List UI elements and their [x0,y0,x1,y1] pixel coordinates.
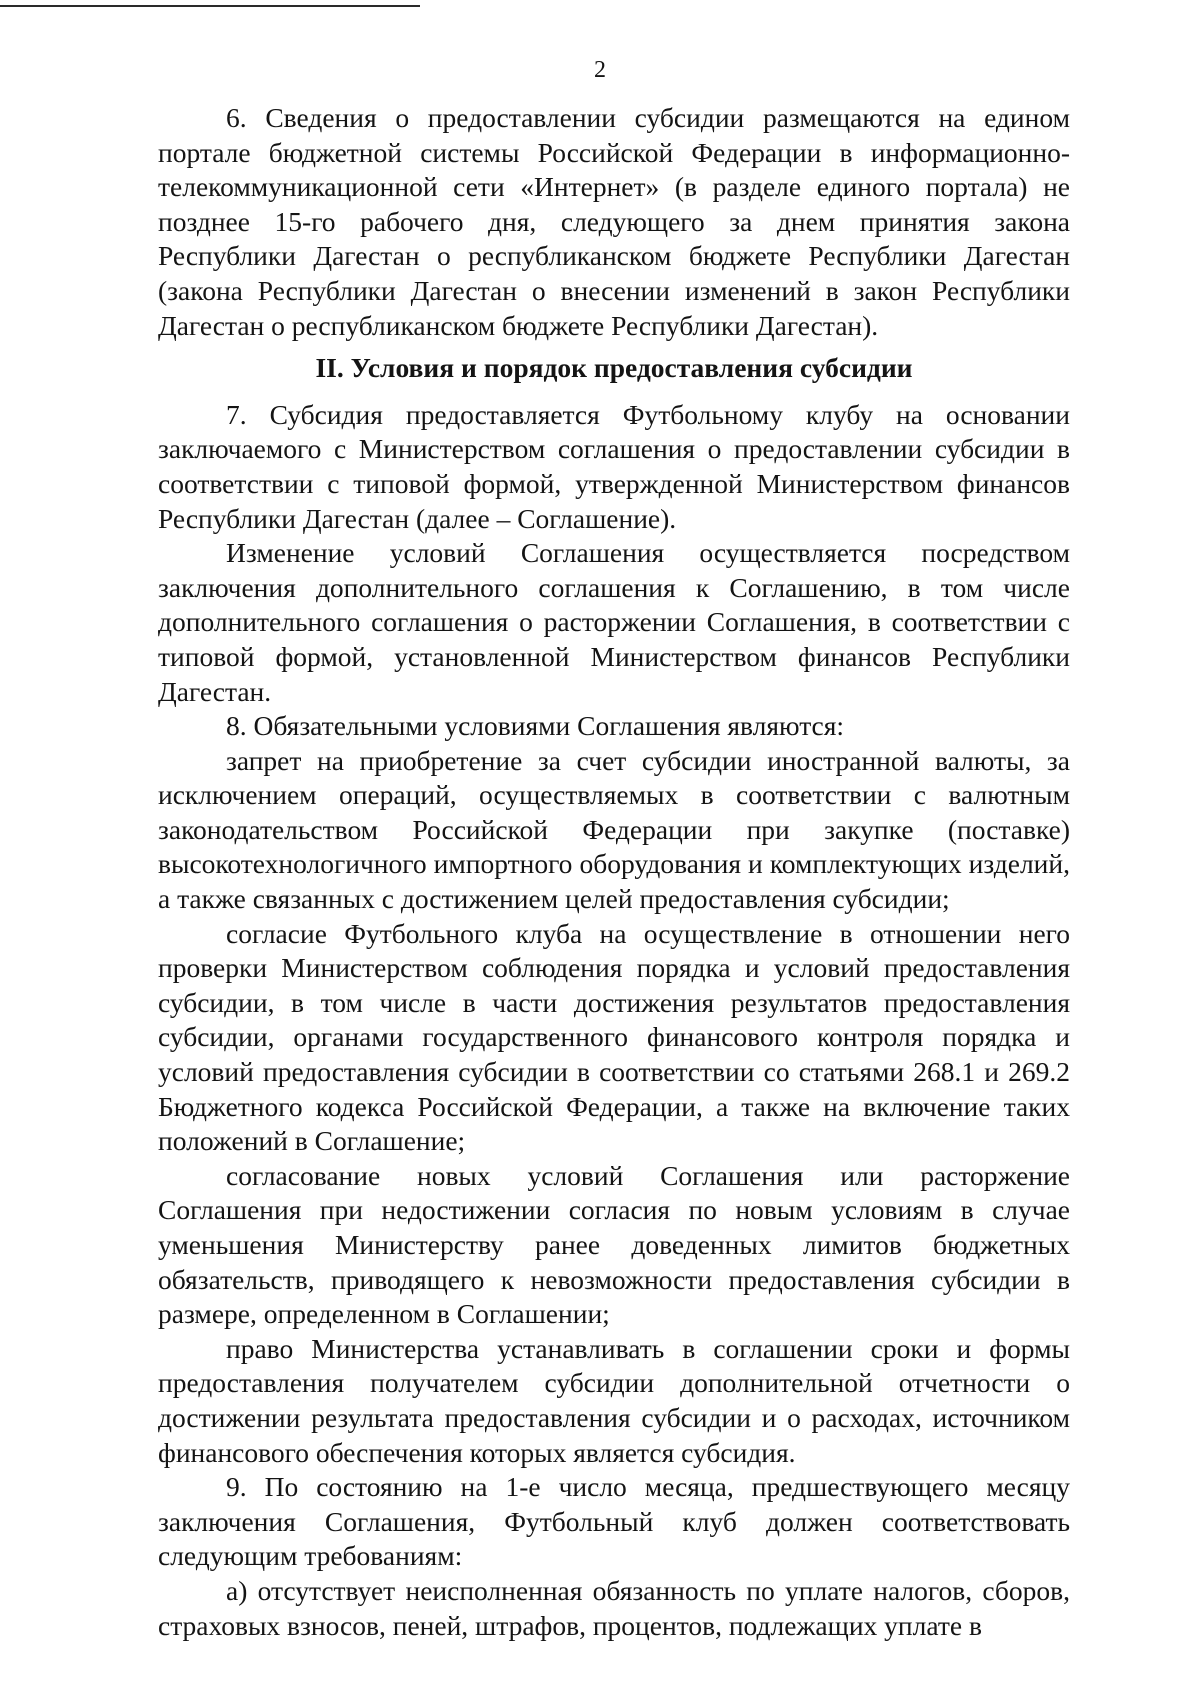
section-heading: II. Условия и порядок предоставления субсидии [315,352,913,384]
paragraph-new-conditions: согласование новых условий Соглашения или расторжение Соглашения при недостижении согласия по новым условиям в случае уменьшения Министерству ранее доведенных лимитов бюджетных обязательств, приводящего к невозможности предоставления субсидии в размере, определенном в Соглашении; [158,1159,1070,1330]
paragraph-7: 7. Субсидия предоставляется Футбольному клубу на основании заключаемого с Министерством соглашения о предоставлении субсидии в соответствии с типовой формой, утвержденной Министерством финансов Республики Дагестан (далее – Соглашение). [158,398,1070,534]
paragraph-9a: а) отсутствует неисполненная обязанность по уплате налогов, сборов, страховых взносов, пеней, штрафов, процентов, подлежащих уплате в [158,1574,1070,1641]
document-body [158,101,1070,1643]
scan-edge-line [0,5,420,7]
paragraph-inspection-consent: согласие Футбольного клуба на осуществление в отношении него проверки Министерством соблюдения порядка и условий предоставления субсидии, в том числе в части достижения результатов предоставления субсидии, органами государственного финансового контроля порядка и условий предоставления субсидии в соответствии со статьями 268.1 и 269.2 Бюджетного кодекса Российской Федерации, а также на включение таких положений в Соглашение; [158,917,1070,1157]
paragraph-9: 9. По состоянию на 1-е число месяца, предшествующего месяцу заключения Соглашения, Футбольный клуб должен соответствовать следующим требованиям: [158,1471,1070,1572]
paragraph-currency-ban: запрет на приобретение за счет субсидии иностранной валюты, за исключением операций, осуществляемых в соответствии с валютным законодательством Российской Федерации при закупке (поставке) высокотехнологичного импортного оборудования и комплектующих изделий, а также связанных с достижением целей предоставления субсидии; [158,744,1070,915]
paragraph-8: 8. Обязательными условиями Соглашения являются: [226,710,845,742]
paragraph-reporting-right: право Министерства устанавливать в соглашении сроки и формы предоставления получателем субсидии дополнительной отчетности о достижении результата предоставления субсидии и о расходах, источником финансового обеспечения которых является субсидия. [158,1332,1070,1468]
paragraph-6: 6. Сведения о предоставлении субсидии размещаются на едином портале бюджетной системы Российской Федерации в информационно-телекоммуникационной сети «Интернет» (в разделе единого портала) не позднее 15-го рабочего дня, следующего за днем принятия закона Республики Дагестан о республиканском бюджете Республики Дагестан (закона Республики Дагестан о внесении изменений в закон Республики Дагестан о республиканском бюджете Республики Дагестан). [158,102,1070,341]
page-number: 2 [594,57,606,83]
paragraph-agreement-change: Изменение условий Соглашения осуществляется посредством заключения дополнительного соглашения к Соглашению, в том числе дополнительного соглашения о расторжении Соглашения, в соответствии с типовой формой, установленной Министерством финансов Республики Дагестан. [158,537,1070,707]
